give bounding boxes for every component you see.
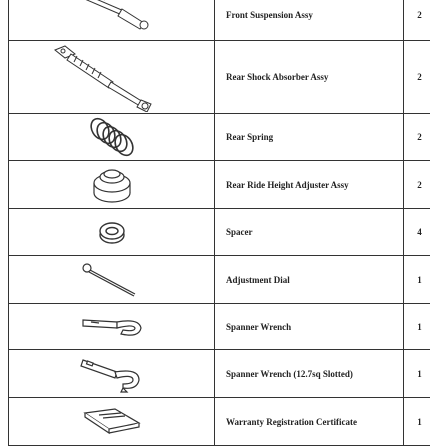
part-image-cell bbox=[9, 398, 215, 446]
part-quantity: 2 bbox=[404, 161, 430, 209]
part-description: Rear Spring bbox=[215, 114, 404, 161]
part-description: Warranty Registration Certificate bbox=[215, 398, 404, 446]
table-row bbox=[9, 350, 430, 398]
part-image-cell bbox=[9, 350, 215, 398]
table-row bbox=[9, 209, 430, 256]
part-description: Spanner Wrench (12.7sq Slotted) bbox=[215, 350, 404, 398]
part-quantity: 1 bbox=[404, 304, 430, 350]
part-image-cell bbox=[9, 256, 215, 304]
part-quantity: 2 bbox=[404, 0, 430, 41]
part-description: Spanner Wrench bbox=[215, 304, 404, 350]
part-quantity: 2 bbox=[404, 114, 430, 161]
table-row bbox=[9, 0, 430, 41]
part-quantity: 1 bbox=[404, 398, 430, 446]
adjustment-dial-icon bbox=[77, 260, 147, 300]
part-description: Adjustment Dial bbox=[215, 256, 404, 304]
table-row bbox=[9, 161, 430, 209]
spanner-wrench-icon bbox=[77, 312, 147, 342]
parts-table bbox=[8, 0, 430, 446]
part-image-cell bbox=[9, 209, 215, 256]
table-row bbox=[9, 398, 430, 446]
part-description: Rear Ride Height Adjuster Assy bbox=[215, 161, 404, 209]
front-suspension-icon bbox=[52, 0, 172, 39]
spacer-icon bbox=[92, 217, 132, 247]
rear-shock-absorber-icon bbox=[47, 42, 177, 112]
warranty-certificate-icon bbox=[77, 405, 147, 439]
part-image-cell bbox=[9, 161, 215, 209]
ride-height-adjuster-icon bbox=[87, 163, 137, 207]
rear-spring-icon bbox=[82, 115, 142, 159]
part-quantity: 2 bbox=[404, 41, 430, 114]
table-row bbox=[9, 41, 430, 114]
part-quantity: 1 bbox=[404, 350, 430, 398]
slotted-spanner-wrench-icon bbox=[77, 354, 147, 394]
part-image-cell bbox=[9, 304, 215, 350]
table-row bbox=[9, 114, 430, 161]
part-quantity: 4 bbox=[404, 209, 430, 256]
part-description: Front Suspension Assy bbox=[215, 0, 404, 41]
part-image-cell bbox=[9, 41, 215, 114]
table-row bbox=[9, 304, 430, 350]
part-description: Spacer bbox=[215, 209, 404, 256]
part-image-cell bbox=[9, 0, 215, 41]
part-quantity: 1 bbox=[404, 256, 430, 304]
part-image-cell bbox=[9, 114, 215, 161]
part-description: Rear Shock Absorber Assy bbox=[215, 41, 404, 114]
table-row bbox=[9, 256, 430, 304]
